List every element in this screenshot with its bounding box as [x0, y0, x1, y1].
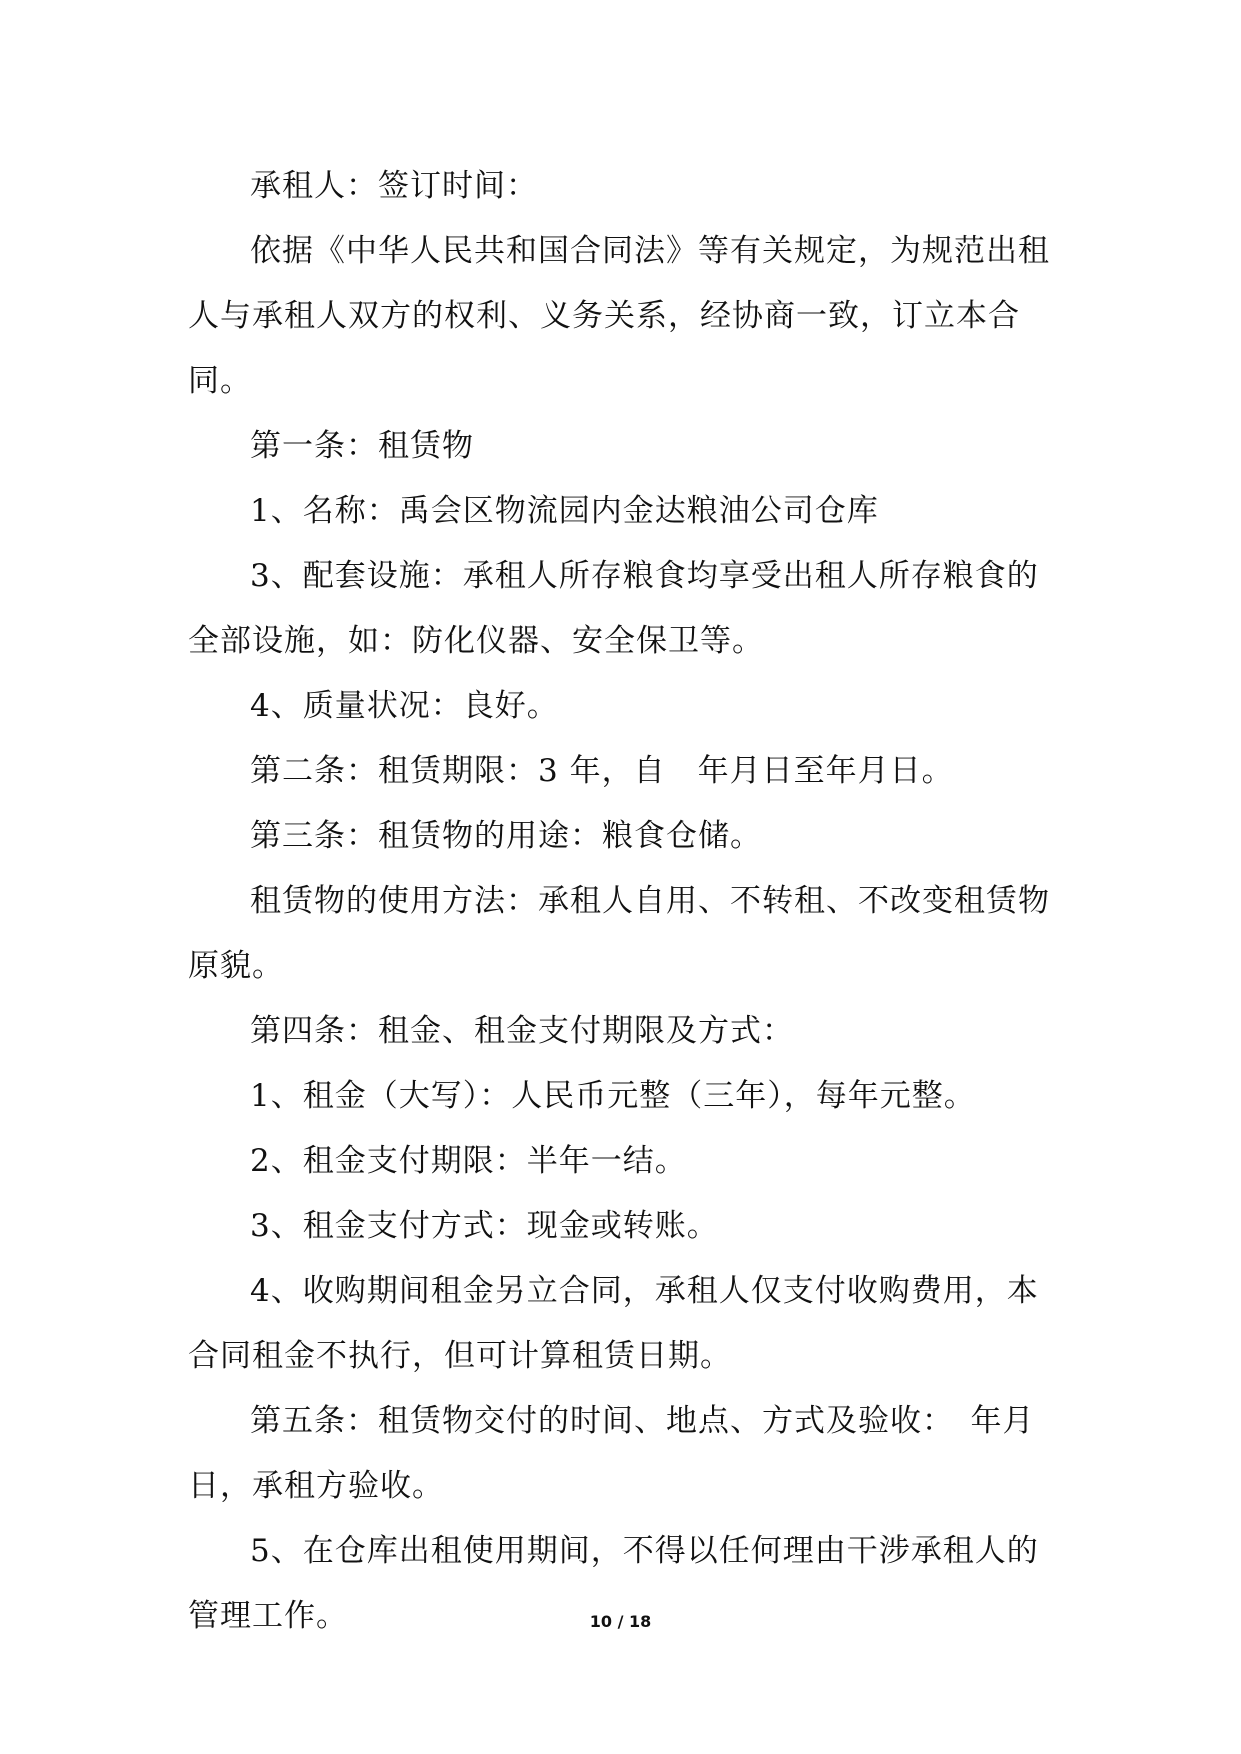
paragraph: 第五条：租赁物交付的时间、地点、方式及验收： 年月日，承租方验收。 — [188, 1403, 1035, 1504]
paragraph: 租赁物的使用方法：承租人自用、不转租、不改变租赁物原貌。 — [188, 883, 1050, 984]
paragraph: 第二条：租赁期限：3 年，自 年月日至年月日。 — [250, 753, 954, 789]
paragraph: 2、租金支付期限：半年一结。 — [250, 1143, 687, 1179]
paragraph: 第三条：租赁物的用途：粮食仓储。 — [250, 818, 762, 854]
paragraph: 5、在仓库出租使用期间，不得以任何理由干涉承租人的管理工作。 — [188, 1533, 1039, 1634]
document-body — [188, 154, 1060, 1649]
paragraph: 1、租金（大写）：人民币元整（三年），每年元整。 — [250, 1078, 976, 1114]
page-number: 10 / 18 — [589, 1612, 652, 1631]
paragraph: 依据《中华人民共和国合同法》等有关规定，为规范出租人与承租人双方的权利、义务关系，经协商一致，订立本合同。 — [188, 233, 1050, 399]
paragraph: 第一条：租赁物 — [250, 428, 474, 464]
paragraph: 4、质量状况：良好。 — [250, 688, 559, 724]
paragraph: 4、收购期间租金另立合同，承租人仅支付收购费用，本合同租金不执行，但可计算租赁日期。 — [188, 1273, 1039, 1374]
paragraph: 3、租金支付方式：现金或转账。 — [250, 1208, 719, 1244]
paragraph: 承租人：签订时间： — [250, 168, 538, 204]
paragraph: 3、配套设施：承租人所存粮食均享受出租人所存粮食的全部设施，如：防化仪器、安全保卫等。 — [188, 558, 1039, 659]
paragraph: 第四条：租金、租金支付期限及方式： — [250, 1013, 794, 1049]
paragraph: 1、名称：禹会区物流园内金达粮油公司仓库 — [250, 493, 879, 529]
